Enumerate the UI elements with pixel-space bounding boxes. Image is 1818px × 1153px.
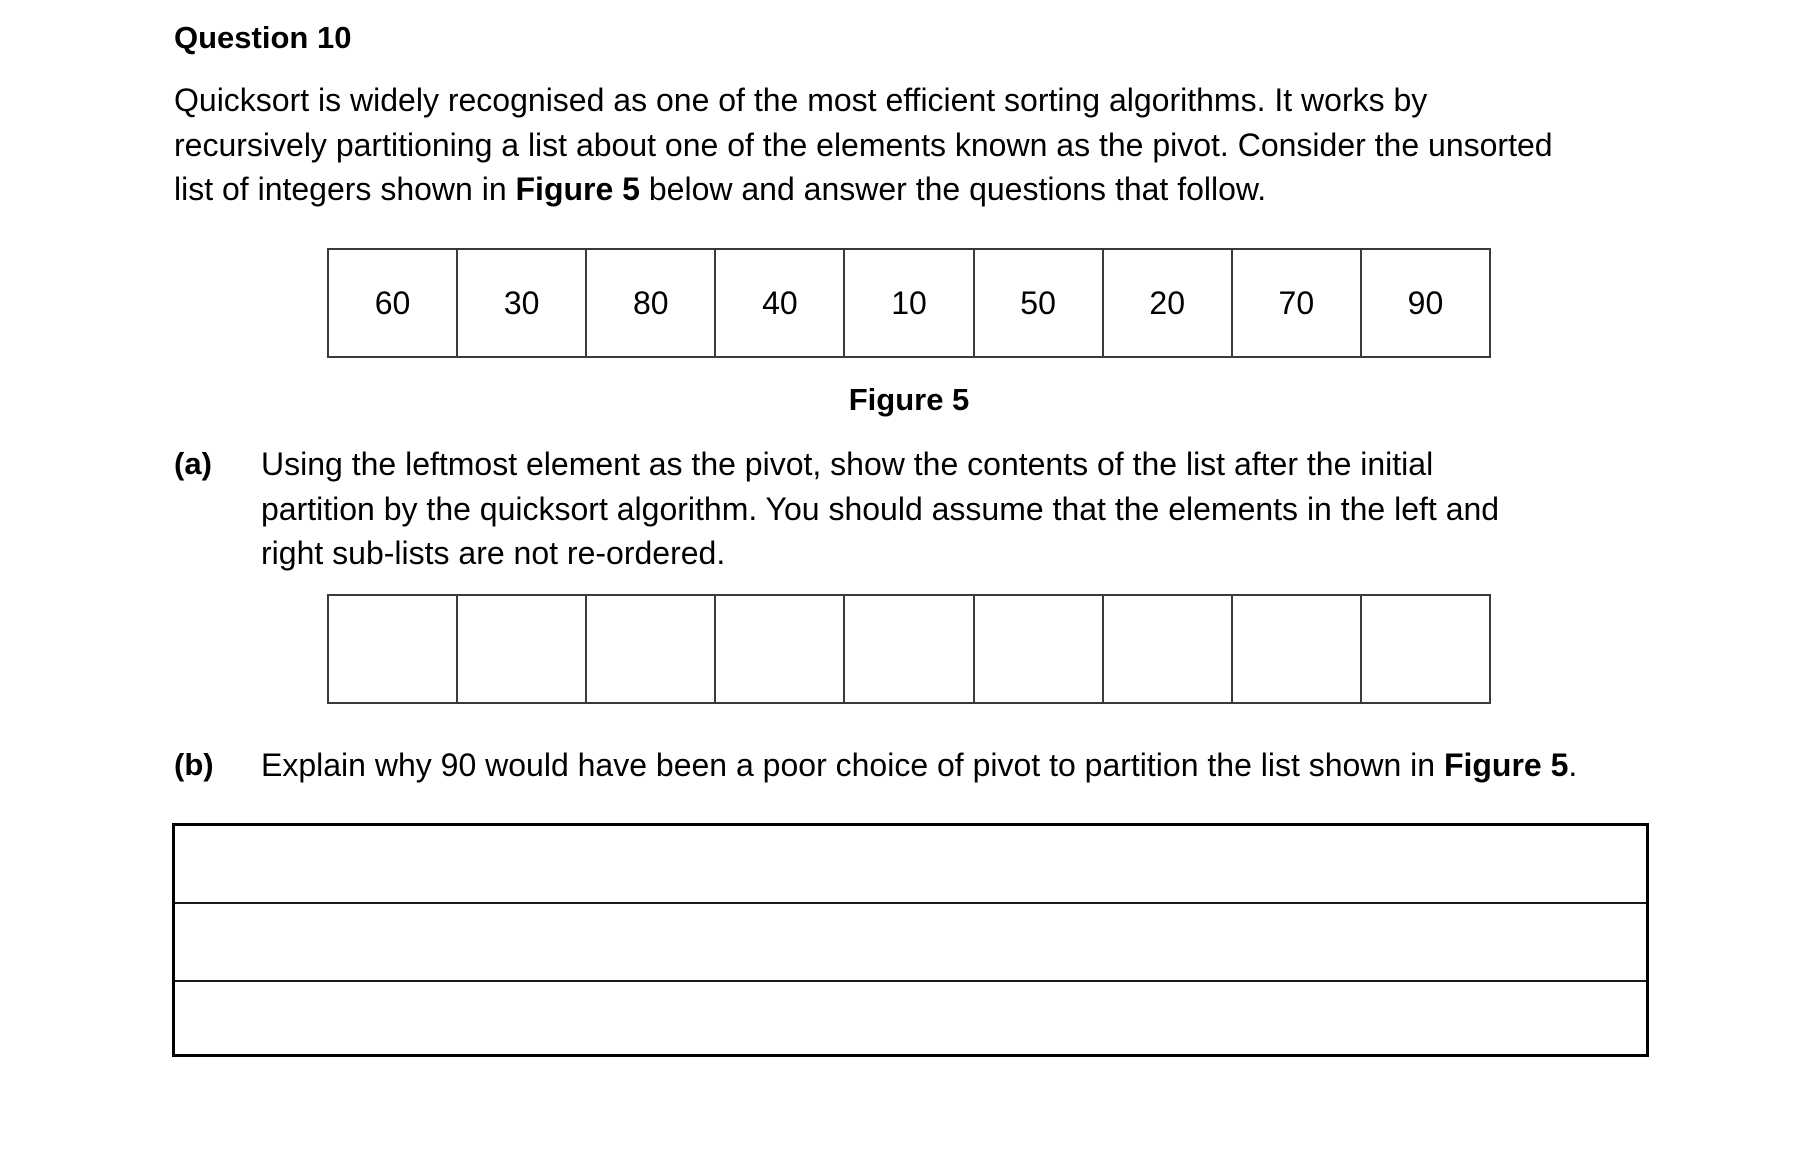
part-a-label: (a) [174, 446, 212, 481]
part-b-label: (b) [174, 747, 214, 782]
figure-5-list [327, 248, 1491, 358]
part-b-text-start: Explain why 90 would have been a poor choice of pivot to partition the list shown in [261, 747, 1444, 783]
list-cell: 30 [457, 249, 586, 357]
part-a-answer-list[interactable] [327, 594, 1491, 704]
intro-line-1 [174, 78, 1734, 123]
intro-text: Quicksort is widely recognised as one of the most efficient sorting algorithms. It works by [174, 82, 1428, 118]
list-cell: 40 [715, 249, 844, 357]
answer-cell[interactable] [1361, 595, 1490, 703]
answer-cell[interactable] [1232, 595, 1361, 703]
list-cell: 70 [1232, 249, 1361, 357]
part-a-line: right sub-lists are not re-ordered. [261, 535, 726, 571]
intro-line-3 [174, 167, 1734, 212]
figure-caption: Figure 5 [848, 382, 970, 417]
part-a-line: Using the leftmost element as the pivot, show the contents of the list after the initial [261, 446, 1434, 482]
question-title: Question 10 [174, 20, 352, 55]
question-intro [174, 78, 1734, 212]
answer-cell[interactable] [844, 595, 973, 703]
figure-reference: Figure 5 [1443, 747, 1569, 783]
answer-cell[interactable] [1103, 595, 1232, 703]
part-a-line: partition by the quicksort algorithm. You should assume that the elements in the left and [261, 490, 1500, 527]
answer-line[interactable] [175, 982, 1646, 1060]
answer-line[interactable] [175, 826, 1646, 904]
list-cell: 80 [586, 249, 715, 357]
answer-cell[interactable] [586, 595, 715, 703]
list-cell: 50 [974, 249, 1103, 357]
part-b-line [261, 743, 1681, 788]
figure-reference: Figure 5 [515, 171, 640, 207]
answer-cell[interactable] [974, 595, 1103, 703]
part-a-text [261, 442, 1681, 576]
intro-line-2 [174, 123, 1734, 168]
answer-cell[interactable] [328, 595, 457, 703]
part-b-text [261, 743, 1681, 788]
answer-line[interactable] [175, 904, 1646, 982]
answer-cell[interactable] [457, 595, 586, 703]
part-b-answer-box[interactable] [172, 823, 1649, 1057]
list-cell: 60 [328, 249, 457, 357]
intro-text: recursively partitioning a list about one of the elements known as the pivot. Consider the unsorted [174, 126, 1553, 163]
list-cell: 10 [844, 249, 973, 357]
list-cell: 20 [1103, 249, 1232, 357]
list-cell: 90 [1361, 249, 1490, 357]
intro-text: list of integers shown in [174, 171, 516, 207]
intro-text: below and answer the questions that follow. [639, 171, 1267, 207]
part-b-text-end: . [1568, 747, 1578, 783]
answer-cell[interactable] [715, 595, 844, 703]
